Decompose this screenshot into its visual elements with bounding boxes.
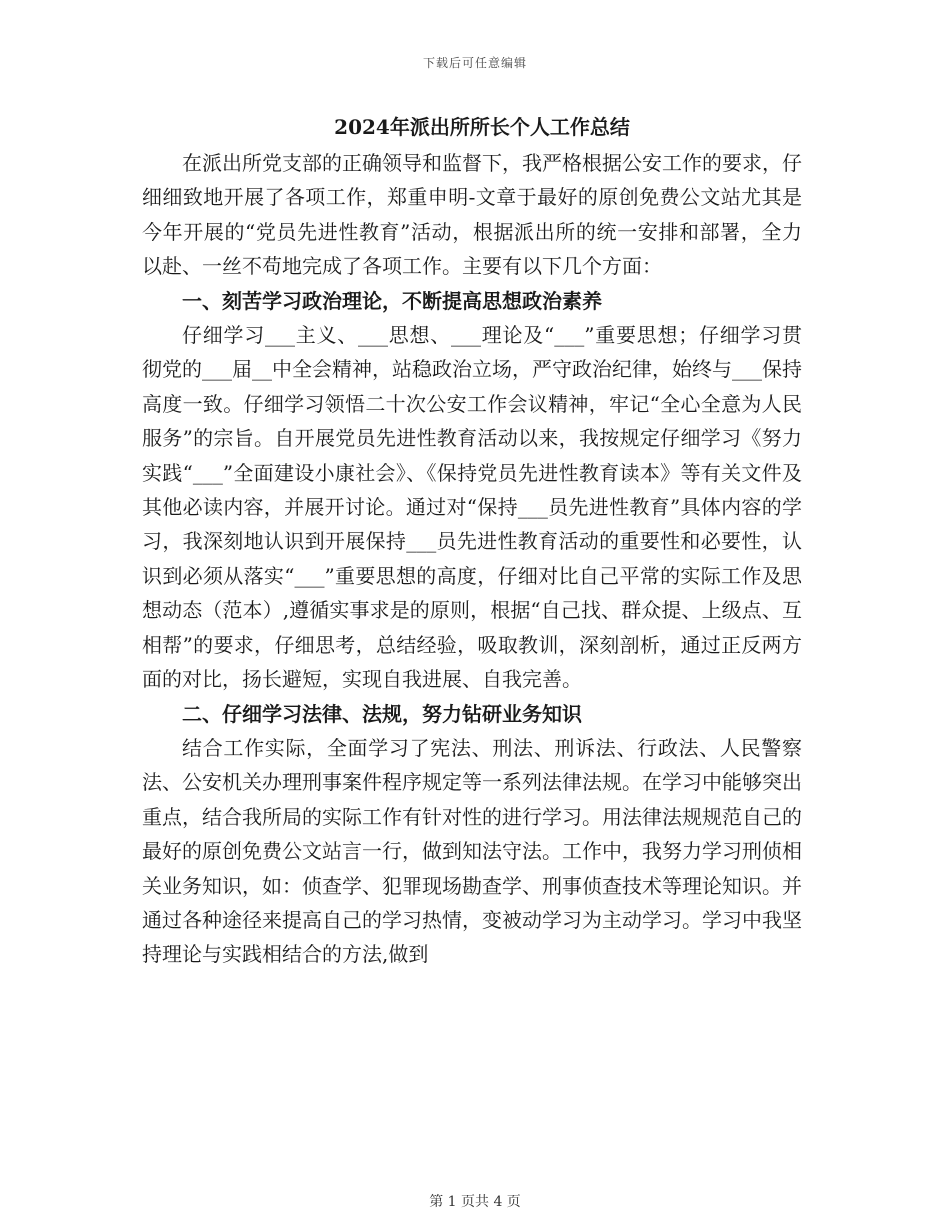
page-header-note: 下载后可任意编辑	[422, 56, 527, 70]
section-2-heading: 二、仔细学习法律、法规，努力钻研业务知识	[182, 701, 582, 726]
intro-paragraph: 在派出所党支部的正确领导和监督下，我严格根据公安工作的要求，仔细细致地开展了各项工作，郑重申明-文章于最好的原创免费公文站尤其是今年开展的“党员先进性教育”活动，根据派出所的统一安排和部署，全力以赴、一丝不苟地完成了各项工作。主要有以下几个方面：	[142, 151, 802, 279]
document-title: 2024年派出所所长个人工作总结	[334, 115, 630, 139]
section-1-paragraph: 仔细学习___主义、___思想、___理论及“___”重要思想；仔细学习贯彻党的___届__中全会精神，站稳政治立场，严守政治纪律，始终与___保持高度一致。仔细学习领悟二十次公安工作会议精神，牢记“全心全意为人民服务”的宗旨。自开展党员先进性教育活动以来，我按规定仔细学习《努力实践“___”全面建设小康社会》、《保持党员先进性教育读本》等有关文件及其他必读内容，并展开讨论。通过对“保持___员先进性教育”具体内容的学习，我深刻地认识到开展保持___员先进性教育活动的重要性和必要性，认识到必须从落实“___”重要思想的高度，仔细对比自己平常的实际工作及思想动态（范本）,遵循实事求是的原则，根据“自己找、群众提、上级点、互相帮”的要求，仔细思考，总结经验，吸取教训，深刻剖析，通过正反两方面的对比，扬长避短，实现自我进展、自我完善。	[142, 323, 802, 692]
document-body	[142, 113, 802, 972]
page-number-footer: 第 1 页共 4 页	[429, 1194, 521, 1210]
section-2-paragraph: 结合工作实际，全面学习了宪法、刑法、刑诉法、行政法、人民警察法、公安机关办理刑事案件程序规定等一系列法律法规。在学习中能够突出重点，结合我所局的实际工作有针对性的进行学习。用法律法规规范自己的最好的原创免费公文站言一行，做到知法守法。工作中，我努力学习刑侦相关业务知识，如：侦查学、犯罪现场勘查学、刑事侦查技术等理论知识。并通过各种途径来提高自己的学习热情，变被动学习为主动学习。学习中我坚持理论与实践相结合的方法,做到	[142, 735, 802, 967]
section-1-heading: 一、刻苦学习政治理论，不断提高思想政治素养	[182, 288, 602, 313]
